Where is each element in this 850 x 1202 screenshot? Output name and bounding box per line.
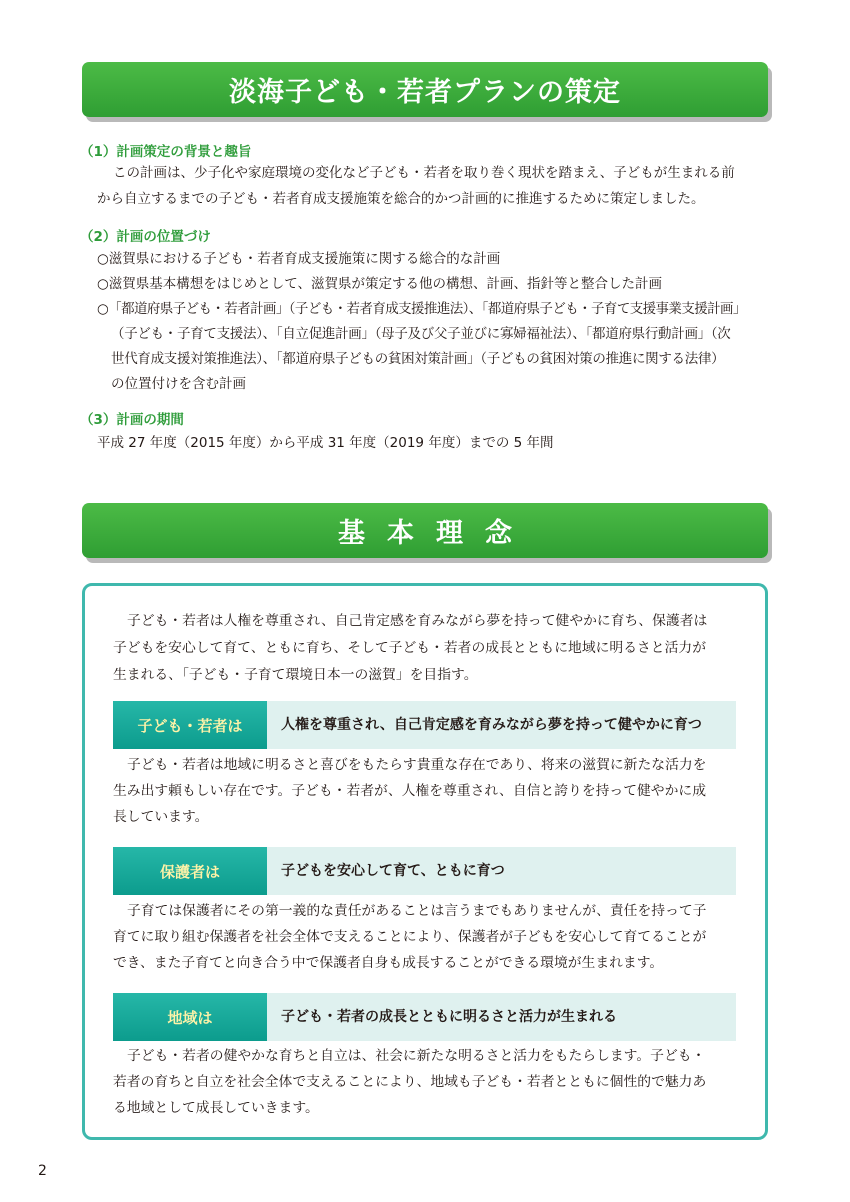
period-text: 平成 27 年度（2015 年度）から平成 31 年度（2019 年度）までの 5 年間: [97, 435, 554, 451]
section-heading-position: （2）計画の位置づけ: [80, 229, 211, 245]
intro-line: 生まれる、「子ども・子育て環境日本一の滋賀」を目指す。: [113, 667, 478, 683]
section-heading-period: （3）計画の期間: [80, 412, 184, 428]
position-item-cont: の位置付けを含む計画: [111, 376, 246, 392]
description-line: 子育ては保護者にその第一義的な責任があることは言うまでもありませんが、責任を持って子: [127, 903, 707, 919]
body-line: この計画は、少子化や家庭環境の変化など子ども・若者を取り巻く現状を踏まえ、子どもが生まれる前: [113, 165, 735, 181]
statement-guardians: 子どもを安心して育て、ともに育つ: [281, 863, 505, 879]
intro-line: 子ども・若者は人権を尊重され、自己肯定感を育みながら夢を持って健やかに育ち、保護者は: [127, 613, 708, 629]
philosophy-title-banner: [82, 503, 768, 558]
position-item-cont: 世代育成支援対策推進法）、「都道府県子どもの貧困対策計画」（子どもの貧困対策の推進に関する法律）: [111, 351, 725, 367]
statement-youth: 人権を尊重され、自己肯定感を育みながら夢を持って健やかに育つ: [281, 717, 702, 733]
tag-guardians: 保護者は: [113, 847, 267, 895]
intro-line: 子どもを安心して育て、ともに育ち、そして子ども・若者の成長とともに地域に明るさと活力が: [113, 640, 706, 656]
description-community: [113, 1043, 706, 1121]
position-item: ○「都道府県子ども・若者計画」（子ども・若者育成支援推進法）、「都道府県子ども・子育て支援事業支援計画」: [97, 301, 746, 317]
description-line: 長しています。: [113, 809, 209, 825]
description-line: 育てに取り組む保護者を社会全体で支えることにより、保護者が子どもを安心して育てることが: [113, 929, 707, 945]
statement-bar-guardians: [113, 847, 736, 895]
description-line: 若者の育ちと自立を社会全体で支えることにより、地域も子ども・若者とともに個性的で魅力あ: [113, 1074, 707, 1090]
tag-community: 地域は: [113, 993, 267, 1041]
position-item-cont: （子ども・子育て支援法）、「自立促進計画」（母子及び父子並びに寡婦福祉法）、「都道府県行動計画」（次: [111, 326, 731, 342]
philosophy-intro: [113, 608, 707, 689]
philosophy-title: 基本理念: [338, 518, 534, 549]
section-heading-background: （1）計画策定の背景と趣旨: [80, 144, 252, 160]
position-item: ○滋賀県における子ども・若者育成支援施策に関する総合的な計画: [97, 251, 501, 267]
statement-bar-community: [113, 993, 736, 1041]
plan-title: 淡海子ども・若者プランの策定: [229, 77, 621, 108]
description-line: 子ども・若者の健やかな育ちと自立は、社会に新たな明るさと活力をもたらします。子ども・: [127, 1048, 706, 1064]
description-line: る地域として成長していきます。: [113, 1100, 319, 1116]
section-body-background: [113, 160, 735, 186]
plan-title-banner: [82, 62, 768, 117]
section-body-background-cont: [97, 186, 705, 212]
position-item: ○滋賀県基本構想をはじめとして、滋賀県が策定する他の構想、計画、指針等と整合した計画: [97, 276, 663, 292]
statement-bar-youth: [113, 701, 736, 749]
body-line: から自立するまでの子ども・若者育成支援施策を総合的かつ計画的に推進するために策定しました。: [97, 191, 705, 207]
description-line: 生み出す頼もしい存在です。子ども・若者が、人権を尊重され、自信と誇りを持って健やかに成: [113, 783, 706, 799]
page-number: 2: [38, 1163, 47, 1179]
description-guardians: [113, 898, 706, 976]
statement-community: 子ども・若者の成長とともに明るさと活力が生まれる: [281, 1009, 617, 1025]
tag-youth: 子ども・若者は: [113, 701, 267, 749]
description-youth: [113, 752, 706, 830]
description-line: でき、また子育てと向き合う中で保護者自身も成長することができる環境が生まれます。: [113, 955, 664, 971]
description-line: 子ども・若者は地域に明るさと喜びをもたらす貴重な存在であり、将来の滋賀に新たな活力を: [127, 757, 707, 773]
